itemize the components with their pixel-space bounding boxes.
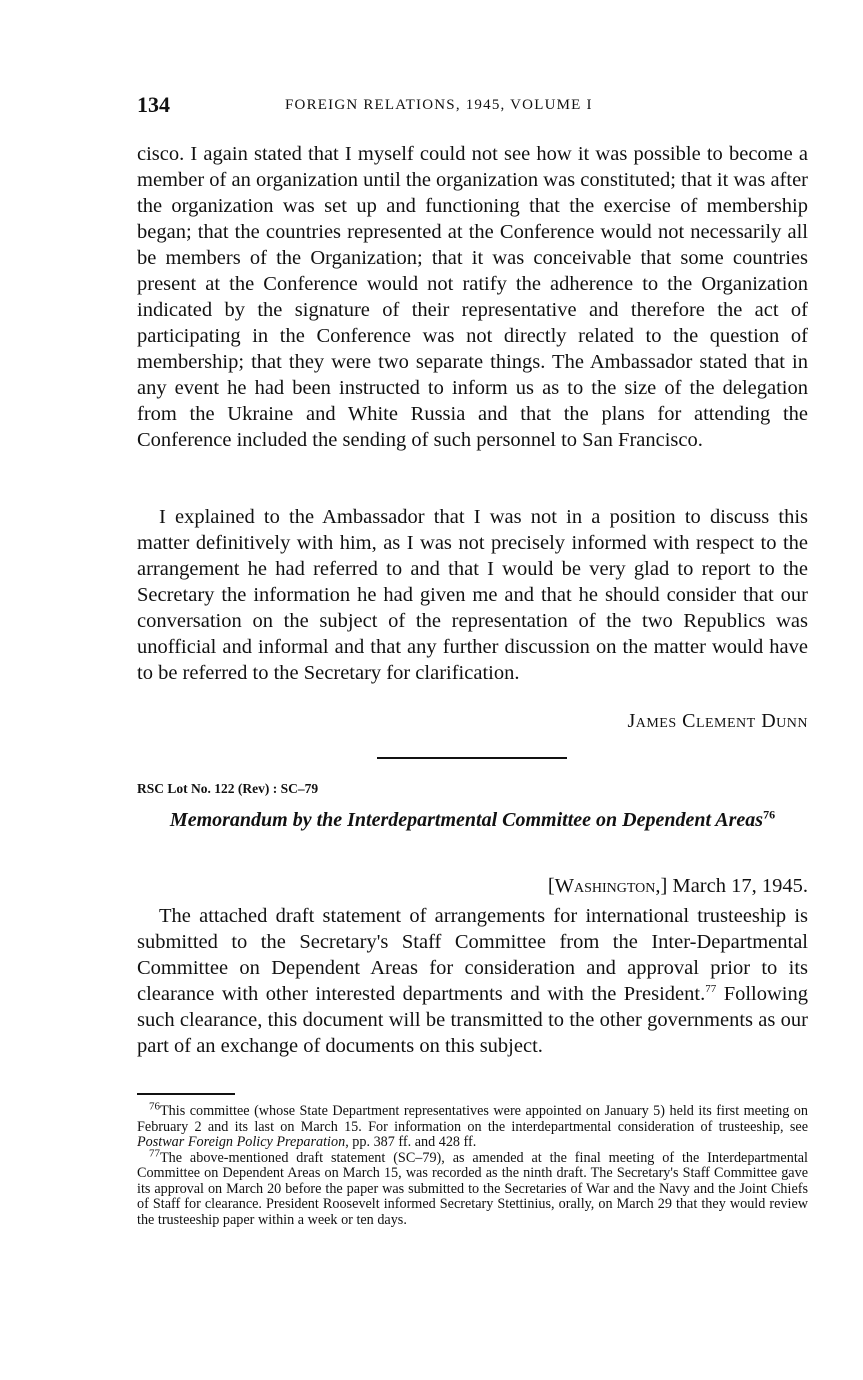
dateline-place: Washington,: [554, 875, 661, 897]
footnote-76-title: Postwar Foreign Policy Preparation: [137, 1134, 346, 1150]
running-head: FOREIGN RELATIONS, 1945, VOLUME I: [285, 97, 593, 113]
section-divider: [377, 757, 567, 759]
memo-title-text: Memorandum by the Interdepartmental Committee on Dependent Areas: [169, 809, 764, 831]
footnote-76-tail: , pp. 387 ff. and 428 ff.: [345, 1134, 477, 1150]
memo-title: [137, 807, 808, 833]
footnote-77: [137, 1146, 808, 1229]
footnote-ref-76[interactable]: 76: [763, 807, 776, 822]
document-reference: RSC Lot No. 122 (Rev) : SC–79: [137, 781, 319, 796]
footnote-76: [137, 1100, 808, 1151]
page-number: 134: [137, 92, 170, 117]
body-paragraph-2: I explained to the Ambassador that I was not in a position to discuss this matter definitively with him, as I was not precisely informed with respect to the arrangement he had referred to and that I would be very glad to report to the Secretary the information he had given me and that he should consider that our conversation on the subject of the representation of the two Republics was unofficial and informal and that any further discussion on the matter would have to be referred to the Secretary for clarification.: [137, 506, 808, 684]
footnote-76-text: This committee (whose State Department representatives were appointed on January 5) held its first meeting on February 2 and its last on March 15. For information on the interdepartmental consideration of trusteeship, see: [137, 1103, 808, 1135]
footnote-76-number: 76: [149, 1100, 160, 1113]
footnote-77-number: 77: [149, 1146, 160, 1159]
dateline-date: March 17, 1945.: [672, 875, 808, 897]
footnotes: [137, 1100, 808, 1228]
signature: James Clement Dunn: [627, 710, 808, 732]
footnote-ref-77[interactable]: 77: [705, 983, 717, 996]
footnote-divider: [137, 1093, 235, 1095]
body-paragraph-1: cisco. I again stated that I myself could not see how it was possible to become a member of an organization until the organization was constituted; that it was after the organization was set up and functioning that the exercise of membership began; that the countries represented at the Conference would not necessarily all be members of the Organization; that it was conceivable that some countries present at the Conference would not ratify the adherence to the Organization indicated by the signature of their representative and therefore the act of participating in the Conference was not directly related to the question of membership; that they were two separate things. The Ambassador stated that in any event he had been instructed to inform us as to the size of the delegation from the Ukraine and White Russia and that the plans for attending the Conference included the sending of such personnel to San Francisco.: [137, 143, 808, 451]
memo-paragraph-b: Following such clearance, this document will be transmitted to the other governments as our part of an exchange of documents on this subject.: [137, 983, 808, 1057]
footnote-77-text: The above-mentioned draft statement (SC–79), as amended at the final meeting of the Interdepartmental Committee on Dependent Areas on March 15, was recorded as the ninth draft. The Secretary's Staff Committee gave its approval on March 20 before the paper was submitted to the Secretaries of War and the Navy and the Joint Chiefs of Staff for clearance. President Roosevelt informed Secretary Stettinius, orally, on March 29 that they would review the trusteeship paper within a week or ten days.: [137, 1149, 808, 1228]
dateline: [Washington,] March 17, 1945.: [547, 875, 808, 897]
page-header: [137, 92, 808, 122]
memo-paragraph-a: The attached draft statement of arrangements for international trusteeship is submitted to the Secretary's Staff Committee from the Inter-Departmental Committee on Dependent Areas for consideration and approval prior to its clearance with other interested departments and with the President.: [137, 905, 808, 1005]
memo-paragraph: [137, 903, 808, 1059]
